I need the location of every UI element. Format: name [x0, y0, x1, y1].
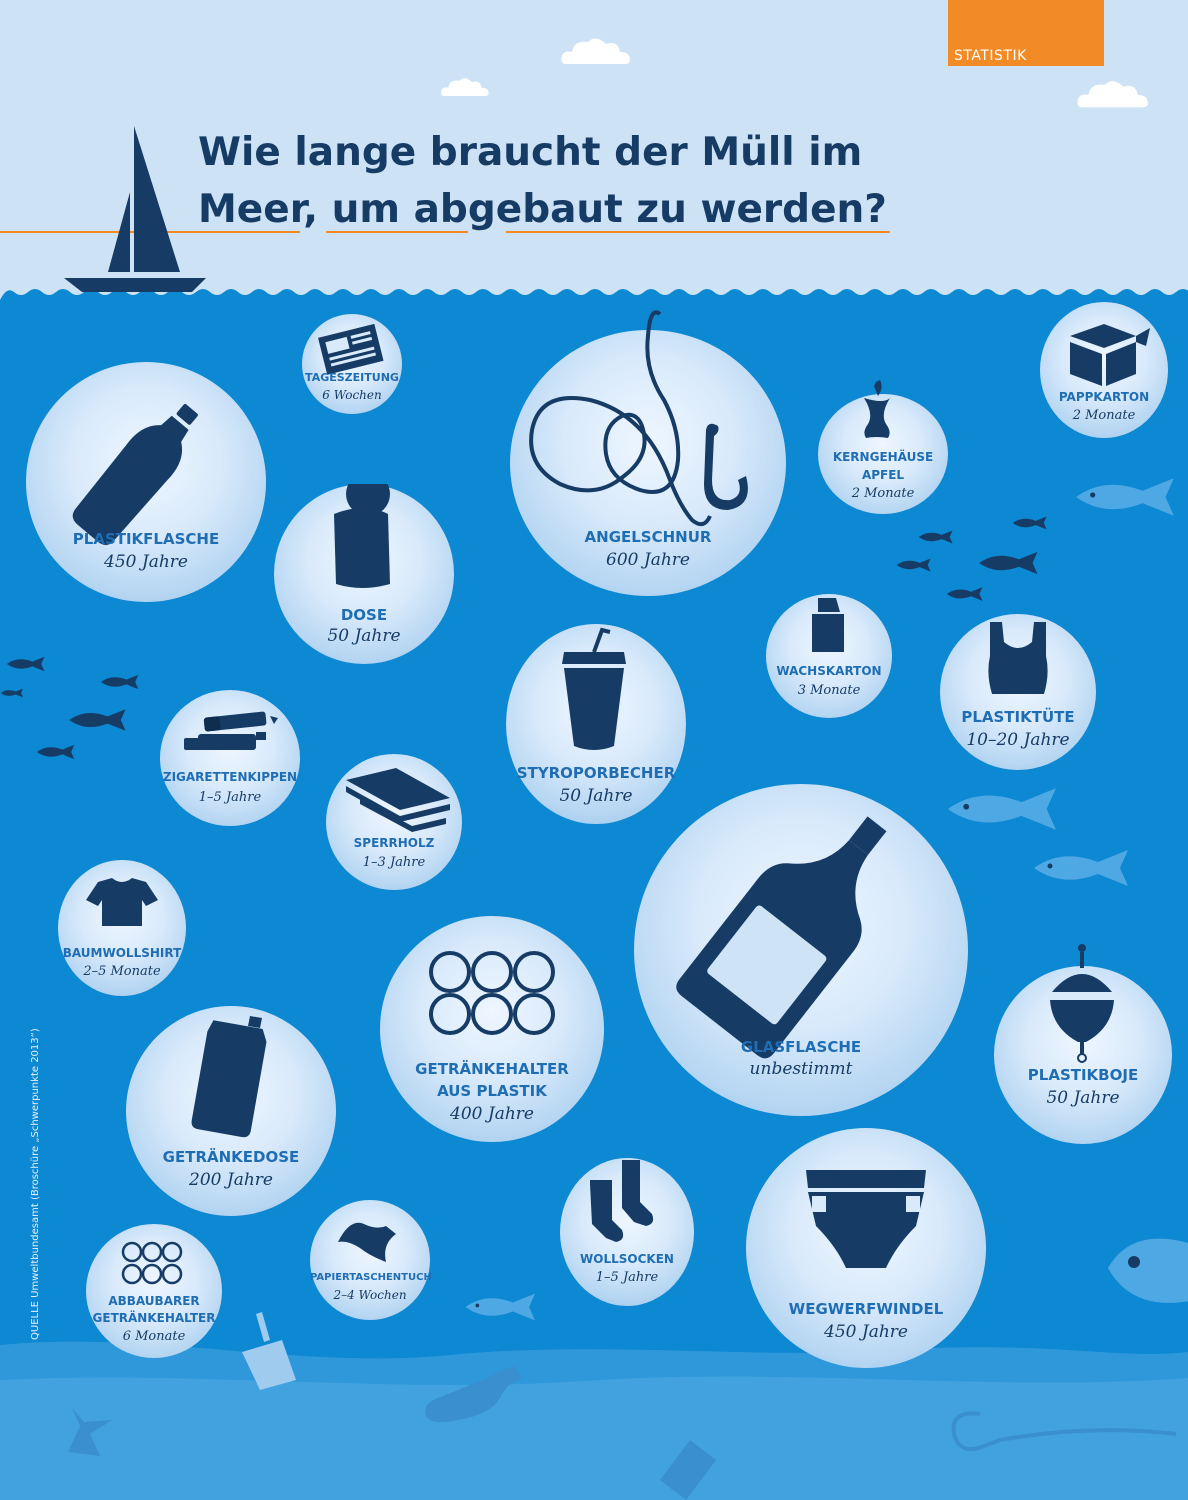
item-sperrholz: [326, 754, 462, 890]
item-wollsocken: [560, 1158, 694, 1306]
item-duration: 6 Monate: [122, 1329, 186, 1344]
item-duration: 6 Wochen: [322, 388, 382, 402]
item-duration: 2–4 Wochen: [333, 1288, 407, 1302]
fish-icon: [100, 672, 140, 692]
item-duration: 2 Monate: [1072, 408, 1136, 423]
item-duration: 3 Monate: [797, 683, 861, 698]
item-duration: 1–5 Jahre: [595, 1270, 659, 1285]
item-duration: 1–3 Jahre: [362, 855, 426, 870]
item-duration: 50 Jahre: [327, 626, 401, 646]
item-label: DOSE: [340, 606, 388, 624]
item-label: PAPIERTASCHENTUCH: [310, 1272, 432, 1283]
item-label: PAPPKARTON: [1058, 390, 1150, 404]
item-getraenkedose: [126, 1006, 336, 1216]
item-papiertaschentuch: [310, 1200, 430, 1320]
item-label: PLASTIKFLASCHE: [72, 530, 220, 548]
item-label: PLASTIKBOJE: [1027, 1066, 1139, 1084]
fish-icon: [978, 548, 1040, 578]
item-label: STYROPORBECHER: [516, 764, 676, 782]
item-duration: 1–5 Jahre: [198, 790, 262, 805]
seabed-hook-icon: [940, 1404, 1180, 1464]
item-label-line-2: GETRÄNKEHALTER: [92, 1311, 216, 1325]
item-label: BAUMWOLLSHIRT: [62, 946, 182, 960]
item-label: PLASTIKTÜTE: [961, 708, 1075, 726]
item-duration: unbestimmt: [749, 1059, 853, 1079]
fish-icon: [918, 528, 954, 546]
item-baumwollshirt: [58, 860, 186, 996]
item-label: GETRÄNKEHALTER: [415, 1060, 569, 1078]
item-duration: 200 Jahre: [189, 1170, 273, 1190]
item-duration: 400 Jahre: [450, 1104, 534, 1124]
item-kerngehaeuse-apfel: [818, 394, 948, 514]
item-abbaubarer-getraenkehalter: [86, 1224, 222, 1358]
fish-icon: [1012, 514, 1048, 532]
fish-icon: [896, 556, 932, 574]
item-angelschnur: [510, 330, 786, 596]
fish-icon: [946, 585, 984, 603]
item-label-line-2: AUS PLASTIK: [437, 1082, 547, 1100]
item-pappkarton: [1040, 302, 1168, 438]
seabed-bag-icon: [60, 1400, 130, 1460]
item-label: WOLLSOCKEN: [580, 1252, 674, 1266]
item-duration: 50 Jahre: [559, 786, 633, 806]
item-label: ANGELSCHNUR: [584, 528, 712, 546]
item-wegwerfwindel: [746, 1128, 986, 1368]
item-plastikboje: [994, 966, 1172, 1144]
item-label: WACHSKARTON: [776, 664, 882, 678]
item-wachskarton: [766, 594, 892, 718]
fish-icon: [464, 1292, 538, 1322]
item-getraenkehalter-aus-plastik: [380, 916, 604, 1142]
category-tag: [948, 0, 1104, 66]
item-duration: 10–20 Jahre: [966, 730, 1070, 750]
page-title-line-2: Meer, um abgebaut zu werden?: [198, 187, 887, 232]
fish-icon: [1104, 1220, 1188, 1316]
item-label: TAGESZEITUNG: [305, 371, 399, 384]
item-plastikflasche: [26, 362, 266, 602]
sailboat-icon: [60, 122, 210, 300]
fish-icon: [1074, 476, 1178, 518]
item-label: WEGWERFWINDEL: [788, 1300, 944, 1318]
item-tageszeitung: [302, 314, 402, 414]
cloud-icon: [560, 36, 632, 66]
seabed-can-icon: [650, 1430, 720, 1500]
cloud-icon: [1076, 76, 1150, 112]
page-title-line-1: Wie lange braucht der Müll im: [198, 130, 863, 175]
cigarette-butts-icon: [160, 690, 300, 826]
item-duration: 2 Monate: [851, 486, 915, 501]
source-note: QUELLE Umweltbundesamt (Broschüre „Schwerpunkte 2013“): [30, 1028, 41, 1340]
item-label: ABBAUBARER: [108, 1294, 200, 1308]
item-label: ZIGARETTENKIPPEN: [162, 770, 298, 784]
item-duration: 450 Jahre: [824, 1322, 908, 1342]
fish-icon: [6, 654, 46, 674]
item-label: KERNGEHÄUSE: [832, 450, 934, 464]
item-label: GETRÄNKEDOSE: [162, 1148, 300, 1166]
seabed-cup-icon: [234, 1310, 304, 1390]
seabed-bottle-icon: [418, 1364, 528, 1424]
plastic-buoy-icon: [994, 966, 1172, 1144]
page-title: [198, 124, 918, 238]
item-plastiktuete: [940, 614, 1096, 770]
item-duration: 600 Jahre: [606, 550, 690, 570]
item-label: SPERRHOLZ: [353, 836, 435, 850]
tissue-icon: [310, 1200, 430, 1320]
item-duration: 2–5 Monate: [83, 964, 161, 979]
item-label: GLASFLASCHE: [740, 1038, 862, 1056]
wax-carton-icon: [766, 594, 892, 718]
fish-icon: [36, 742, 76, 762]
item-zigarettenkippen: [160, 690, 300, 826]
item-glasflasche: [634, 784, 968, 1116]
item-dose: [274, 484, 454, 664]
item-duration: 50 Jahre: [1046, 1088, 1120, 1108]
fish-icon: [68, 706, 128, 734]
item-duration: 450 Jahre: [104, 552, 188, 572]
item-label-line-2: APFEL: [861, 468, 905, 482]
fish-icon: [0, 684, 24, 702]
category-tag-label: STATISTIK: [954, 48, 1027, 64]
fish-icon: [1030, 848, 1134, 888]
cloud-icon: [440, 76, 490, 98]
